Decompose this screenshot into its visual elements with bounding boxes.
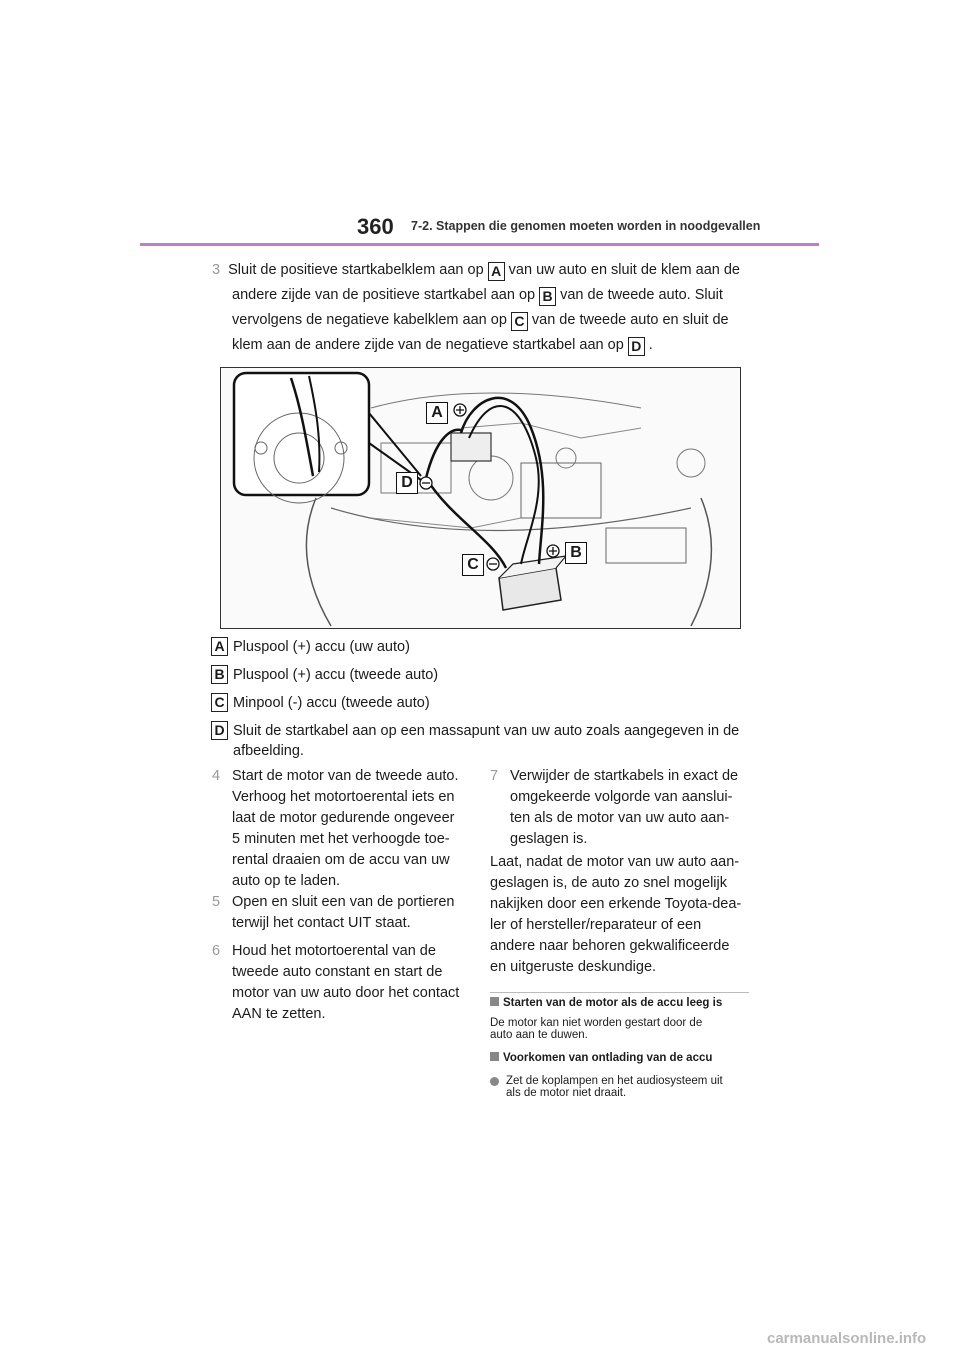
ref-box-c: C [511, 312, 528, 331]
circle-bullet-icon [490, 1077, 499, 1086]
step4-line: Verhoog het motortoerental iets en [232, 789, 455, 805]
step5-text [232, 892, 454, 934]
engine-bay-drawing [221, 368, 740, 628]
paragraph-line: geslagen is, de auto zo snel mogelijk [490, 875, 727, 891]
step3-text: . [648, 337, 653, 353]
legend-item-a [211, 636, 751, 658]
step7-number [490, 766, 498, 787]
header-rule [140, 243, 819, 246]
step6-num: 6 [212, 943, 221, 959]
step3-text: klem aan de andere zijde van de negatieve startkabel aan op [232, 337, 624, 353]
step7-line: ten als de motor van uw auto aan- [510, 810, 730, 826]
note2-item [490, 1075, 723, 1099]
paragraph-line: en uitgeruste deskundige. [490, 959, 657, 975]
legend-text-a: Pluspool (+) accu (uw auto) [233, 639, 410, 655]
legend-text-c: Minpool (-) accu (tweede auto) [233, 695, 430, 711]
legend-key-c: C [211, 693, 228, 712]
step7-text [510, 766, 738, 850]
step4-text [232, 766, 459, 892]
step7-line: geslagen is. [510, 831, 588, 847]
legend-key-a: A [211, 637, 228, 656]
after-start-paragraph [490, 852, 741, 978]
step6-line: motor van uw auto door het contact [232, 985, 460, 1001]
figure-label-c: C [462, 554, 484, 576]
step4-line: Start de motor van de tweede auto. [232, 768, 459, 784]
step6-number [212, 941, 220, 962]
legend-item-d [211, 720, 756, 764]
section-title: 7-2. Stappen die genomen moeten worden in noodgevallen [411, 219, 761, 233]
step3-text: van de tweede auto en sluit de [531, 312, 729, 328]
step5-num: 5 [212, 894, 221, 910]
note1-text [490, 1017, 702, 1041]
step3-line1 [212, 258, 740, 283]
step3-text: vervolgens de negatieve kabelklem aan op [232, 312, 507, 328]
note2-line: als de motor niet draait. [506, 1087, 627, 1099]
page-number: 360 [357, 214, 394, 239]
step6-text [232, 941, 459, 1025]
step3-line2 [232, 283, 723, 308]
figure-label-b: B [565, 542, 587, 564]
step3-text: andere zijde van de positieve startkabel aan op [232, 287, 536, 303]
step5-line: Open en sluit een van de portieren [232, 894, 455, 910]
legend-text-d-cont: afbeelding. [233, 743, 304, 759]
step3-line4 [232, 333, 653, 358]
step6-line: tweede auto constant en start de [232, 964, 443, 980]
square-bullet-icon [490, 1052, 499, 1061]
step7-num: 7 [490, 768, 499, 784]
note1-line: auto aan te duwen. [490, 1029, 588, 1041]
paragraph-line: nakijken door een erkende Toyota-dea- [490, 896, 742, 912]
step7-line: Verwijder de startkabels in exact de [510, 768, 739, 784]
step5-number [212, 892, 220, 913]
engine-bay-illustration [220, 367, 741, 629]
step6-line: AAN te zetten. [232, 1006, 326, 1022]
step6-line: Houd het motortoerental van de [232, 943, 436, 959]
legend-item-c [211, 692, 751, 714]
step4-line: 5 minuten met het verhoogde toe- [232, 831, 450, 847]
step4-number [212, 766, 220, 787]
notes-divider [490, 992, 749, 993]
legend-text-d: Sluit de startkabel aan op een massapunt van uw auto zoals aangegeven in de [233, 723, 740, 739]
legend-item-b [211, 664, 751, 686]
legend-key-b: B [211, 665, 228, 684]
step4-line: laat de motor gedurende ongeveer [232, 810, 455, 826]
step3-text: van de tweede auto. Sluit [560, 287, 723, 303]
ref-box-d: D [628, 337, 645, 356]
note2-line: Zet de koplampen en het audiosysteem uit [506, 1075, 723, 1087]
note2-heading [490, 1052, 712, 1064]
step3-text: Sluit de positieve startkabelklem aan op [228, 262, 484, 278]
step4-num: 4 [212, 768, 221, 784]
step3-line3 [232, 308, 729, 333]
step3-number: 3 [212, 262, 221, 278]
square-bullet-icon [490, 997, 499, 1006]
step4-line: rental draaien om de accu van uw [232, 852, 450, 868]
note2-heading-text: Voorkomen van ontlading van de accu [503, 1052, 713, 1064]
step7-line: omgekeerde volgorde van aanslui- [510, 789, 733, 805]
legend-key-d: D [211, 721, 228, 740]
watermark: carmanualsonline.info [767, 1330, 927, 1347]
note1-heading-text: Starten van de motor als de accu leeg is [503, 997, 723, 1009]
ref-box-b: B [539, 287, 556, 306]
step3-text: van uw auto en sluit de klem aan de [508, 262, 740, 278]
paragraph-line: ler of hersteller/reparateur of een [490, 917, 702, 933]
step5-line: terwijl het contact UIT staat. [232, 915, 411, 931]
step4-line: auto op te laden. [232, 873, 341, 889]
paragraph-line: Laat, nadat de motor van uw auto aan- [490, 854, 740, 870]
note1-line: De motor kan niet worden gestart door de [490, 1017, 703, 1029]
figure-label-d: D [396, 472, 418, 494]
legend-text-b: Pluspool (+) accu (tweede auto) [233, 667, 439, 683]
figure-label-a: A [426, 402, 448, 424]
note1-heading [490, 997, 722, 1009]
paragraph-line: andere naar behoren gekwalificeerde [490, 938, 730, 954]
ref-box-a: A [488, 262, 505, 281]
